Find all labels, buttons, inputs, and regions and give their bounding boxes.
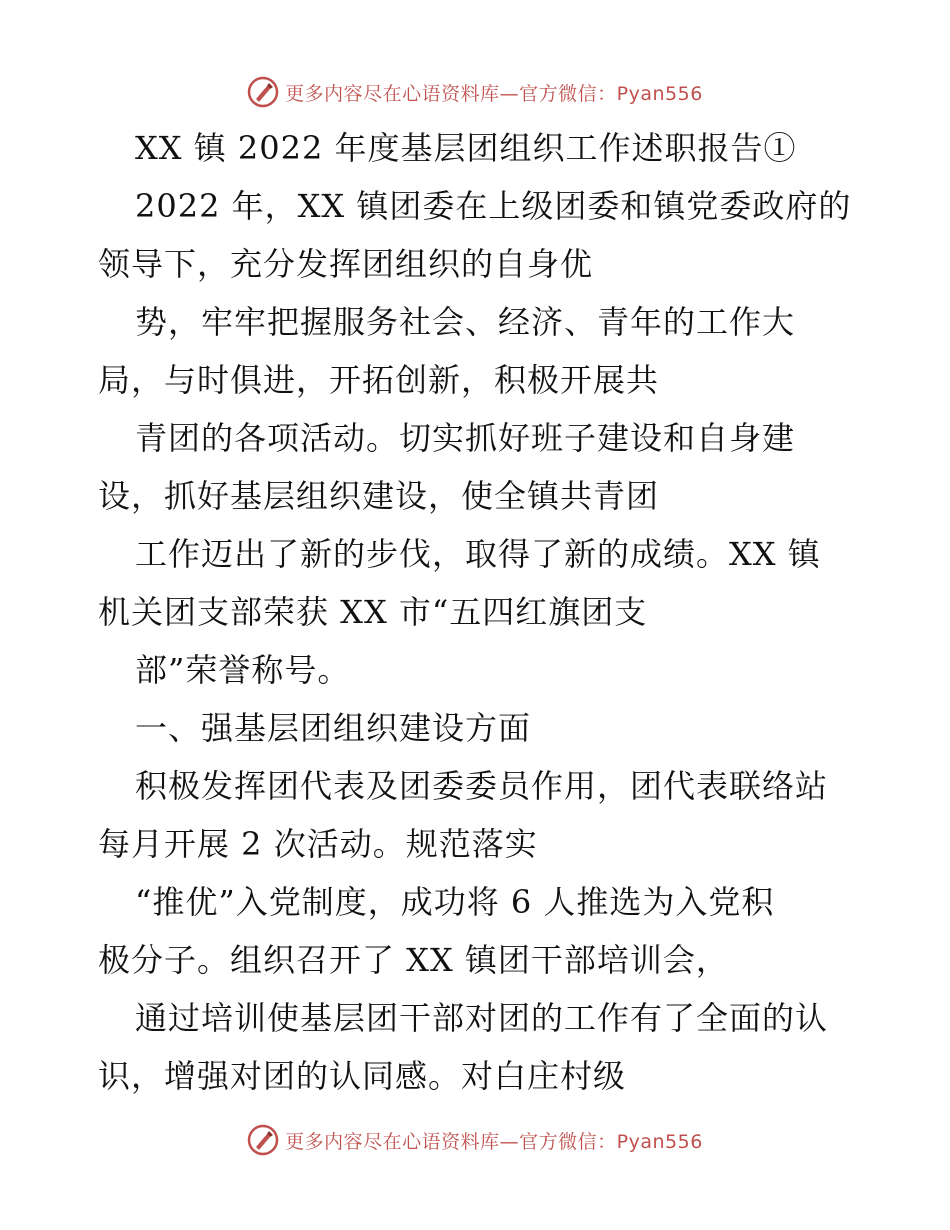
text-line: “推优”入党制度，成功将 6 人推选为入党积 [135, 883, 775, 921]
text-line: 领导下，充分发挥团组织的自身优 [98, 245, 594, 283]
footer-watermark [0, 1120, 950, 1160]
text-line: 部”荣誉称号。 [135, 651, 351, 689]
text-line: 通过培训使基层团干部对团的工作有了全面的认 [135, 999, 829, 1037]
pen-logo-icon [247, 1124, 279, 1156]
text-line: 设，抓好基层组织建设，使全镇共青团 [98, 477, 660, 515]
text-line: 机关团支部荣获 XX 市“五四红旗团支 [98, 593, 648, 631]
text-line: 青团的各项活动。切实抓好班子建设和自身建 [135, 419, 796, 457]
text-line: 工作迈出了新的步伐，取得了新的成绩。XX 镇 [135, 535, 821, 573]
text-line: 识，增强对团的认同感。对白庄村级 [98, 1057, 627, 1095]
text-line: 极分子。组织召开了 XX 镇团干部培训会， [98, 941, 729, 979]
text-line: 势，牢牢把握服务社会、经济、青年的工作大 [135, 303, 796, 341]
text-line: 局，与时俱进，开拓创新，积极开展共 [98, 361, 660, 399]
document-title: XX 镇 2022 年度基层团组织工作述职报告① [135, 129, 797, 167]
watermark-text: 更多内容尽在心语资料库—官方微信：Pyan556 [285, 82, 703, 105]
text-line: 2022 年，XX 镇团委在上级团委和镇党委政府的 [135, 187, 852, 225]
watermark-text: 更多内容尽在心语资料库—官方微信：Pyan556 [285, 1130, 703, 1153]
section-heading: 一、强基层团组织建设方面 [135, 709, 532, 747]
text-line: 每月开展 2 次活动。规范落实 [98, 825, 538, 863]
text-line: 积极发挥团代表及团委委员作用，团代表联络站 [135, 767, 829, 805]
